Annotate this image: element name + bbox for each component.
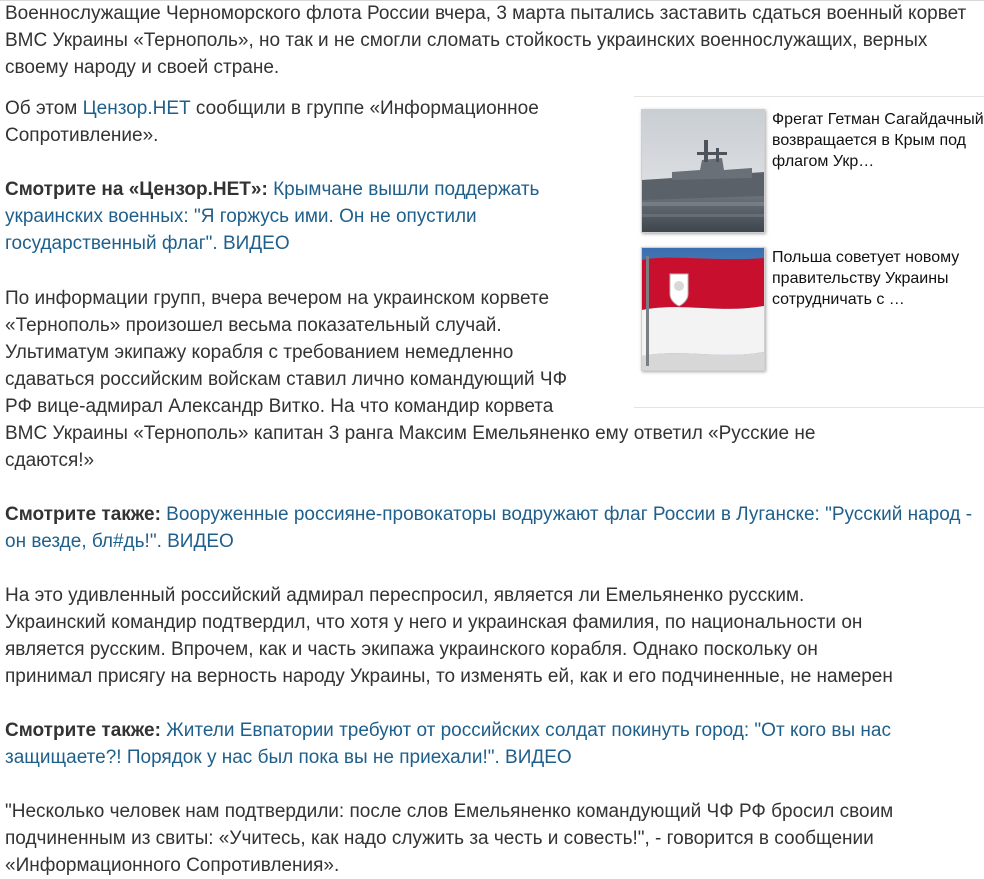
article-paragraph-1: Военнослужащие Черноморского флота России вчера, 3 марта пытались заставить сдаться военный корвет ВМС Украины «Тернополь», но так и не смогли сломать стойкость украинских военнослужащих, верных своему народу и своей стране.	[5, 3, 967, 78]
text-line: РФ вице-адмирал Александр Витко. На что командир корвета	[5, 396, 554, 417]
text-line: сдаваться российским войскам ставил лично командующий ЧФ	[5, 369, 568, 390]
text-segment: Об этом	[5, 98, 83, 119]
text-line: сдаются!»	[5, 450, 95, 471]
text-line: «Тернополь» произошел весьма показательный случай.	[5, 315, 502, 336]
related-card-frigate[interactable]	[641, 109, 984, 234]
text-line: ВМС Украины «Тернополь» капитан 3 ранга Максим Емельяненко ему ответил «Русские не	[5, 423, 816, 444]
text-line: Ультиматум экипажу корабля с требованием немедленно	[5, 342, 514, 363]
text-segment: сообщили в группе «Информационное Сопротивление».	[5, 98, 539, 146]
text-line: На это удивленный российский адмирал переспросил, является ли Емельяненко русским.	[5, 585, 805, 606]
text-line: является русским. Впрочем, как и часть экипажа украинского корабля. Однако поскольку он	[5, 639, 818, 660]
see-also-label: Смотрите на «Цензор.НЕТ»:	[5, 179, 268, 200]
text-line: По информации групп, вчера вечером на украинском корвете	[5, 288, 550, 309]
text-line: принимал присягу на верность народу Украины, то изменять ей, как и его подчиненные, не намерен	[5, 666, 893, 687]
see-also-link-crimea[interactable]: Крымчане вышли поддержать украинских военных: "Я горжусь ими. Он не опустили государственный флаг". ВИДЕО	[5, 179, 540, 254]
polish-flag-photo[interactable]	[641, 247, 765, 371]
see-also-label: Смотрите также:	[5, 720, 161, 741]
see-also-1	[5, 176, 625, 257]
see-also-link-evpatoria[interactable]: Жители Евпатории требуют от российских солдат покинуть город: "От кого вы нас защищаете?! Порядок у нас был пока вы не приехали!". ВИДЕО	[5, 720, 891, 768]
warship-image	[642, 110, 764, 232]
article-paragraph-8: "Несколько человек нам подтвердили: после слов Емельяненко командующий ЧФ РФ бросил своим подчиненным из свиты: «Учитесь, как надо служить за честь и совесть!", - говорится в сообщении «Информационного Сопротивления».	[5, 801, 894, 876]
text-line: Украинский командир подтвердил, что хотя у него и украинская фамилия, по национальности он	[5, 612, 863, 633]
related-card-poland[interactable]	[641, 247, 984, 372]
see-also-3	[5, 717, 984, 771]
warship-photo[interactable]	[641, 109, 765, 233]
see-also-label: Смотрите также:	[5, 504, 161, 525]
polish-flag-image	[642, 248, 764, 370]
article-paragraph-2	[5, 95, 625, 149]
related-card-title[interactable]: Польша советует новому правительству Украины сотрудничать с …	[772, 249, 960, 308]
related-card-title[interactable]: Фрегат Гетман Сагайдачный возвращается в Крым под флагом Укр…	[772, 111, 984, 170]
censor-net-link[interactable]: Цензор.НЕТ	[82, 98, 191, 119]
see-also-link-lugansk[interactable]: Вооруженные россияне-провокаторы водружают флаг России в Луганске: "Русский народ - он везде, бл#дь!". ВИДЕО	[5, 504, 973, 552]
see-also-2	[5, 501, 984, 555]
related-news-sidebar	[634, 96, 984, 408]
article-paragraph-6	[5, 582, 984, 690]
